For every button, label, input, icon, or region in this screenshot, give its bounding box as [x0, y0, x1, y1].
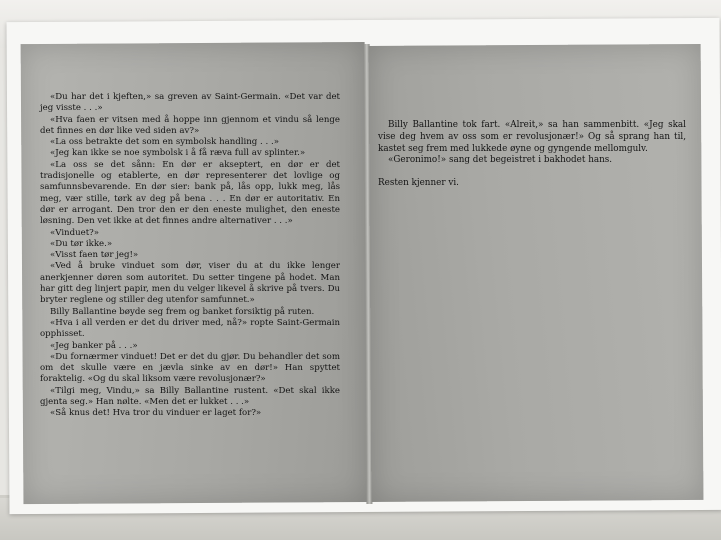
right-page [369, 44, 704, 502]
closing-line: Resten kjenner vi. [378, 178, 459, 189]
paragraph: «Så knus det! Hva tror du vinduer er laget for?» [50, 408, 262, 419]
paragraph: «La oss se det sånn: En dør er akseptert, en dør er det tradisjonelle og etablerte, en dør representerer det lovlige og samfunnsbevarende. En dør sier: bank på, lås opp, lukk meg, lås meg, vær stille, tørk av deg på bena . . . En dør er autoritativ. En dør er arrogant. Den tror den er den eneste mulighet, den eneste løsning. Den vet ikke at det finnes andre alternativer . . .» [40, 159, 340, 227]
paragraph: «Du tør ikke.» [50, 238, 113, 249]
right-page-text [378, 120, 686, 190]
paragraph: Billy Ballantine bøyde seg frem og banket forsiktig på ruten. [50, 306, 315, 317]
paragraph: «Jeg kan ikke se noe symbolsk i å få ræva full av splinter.» [50, 148, 306, 159]
paragraph: «Du fornærmer vinduet! Det er det du gjør. Du behandler det som om det skulle være en jævla sinke av en dør!» Han spyttet foraktelig. «Og du skal liksom være revolusjonær?» [40, 351, 340, 385]
paragraph: «Jeg banker på . . .» [50, 340, 138, 351]
paragraph: Billy Ballantine tok fart. «Alreit,» sa han sammenbitt. «Jeg skal vise deg hvem av oss som er revolusjonær!» Og så sprang han til, kastet seg frem med lukkede øyne og gyngende mellomgulv. [378, 120, 686, 154]
paragraph: «Du har det i kjeften,» sa greven av Saint-Germain. «Det var det jeg visste . . .» [40, 92, 340, 114]
paragraph: «La oss betrakte det som en symbolsk handling . . .» [50, 137, 279, 148]
paragraph: «Hva faen er vitsen med å hoppe inn gjennom et vindu så lenge det finnes en dør like ved siden av?» [40, 114, 340, 136]
paragraph: «Geronimo!» sang det begeistret i bakhodet hans. [388, 155, 613, 166]
paragraph: «Hva i all verden er det du driver med, nå?» ropte Saint-Germain opphisset. [40, 317, 340, 340]
left-page-text [40, 92, 340, 420]
paragraph: «Tilgi meg, Vindu,» sa Billy Ballantine rustent. «Det skal ikke gjenta seg.» Han nølte. «Men det er lukket . . .» [40, 385, 340, 408]
paragraph: «Visst faen tør jeg!» [50, 250, 139, 261]
paragraph: «Ved å bruke vinduet som dør, viser du at du ikke lenger anerkjenner døren som autoritet. Du setter tingene på hodet. Man har gitt deg linjert papir, men du velger likevel å skrive på tvers. Du bryter reglene og stiller deg utenfor samfunnet.» [40, 261, 340, 306]
paragraph: «Vinduet?» [50, 227, 100, 238]
